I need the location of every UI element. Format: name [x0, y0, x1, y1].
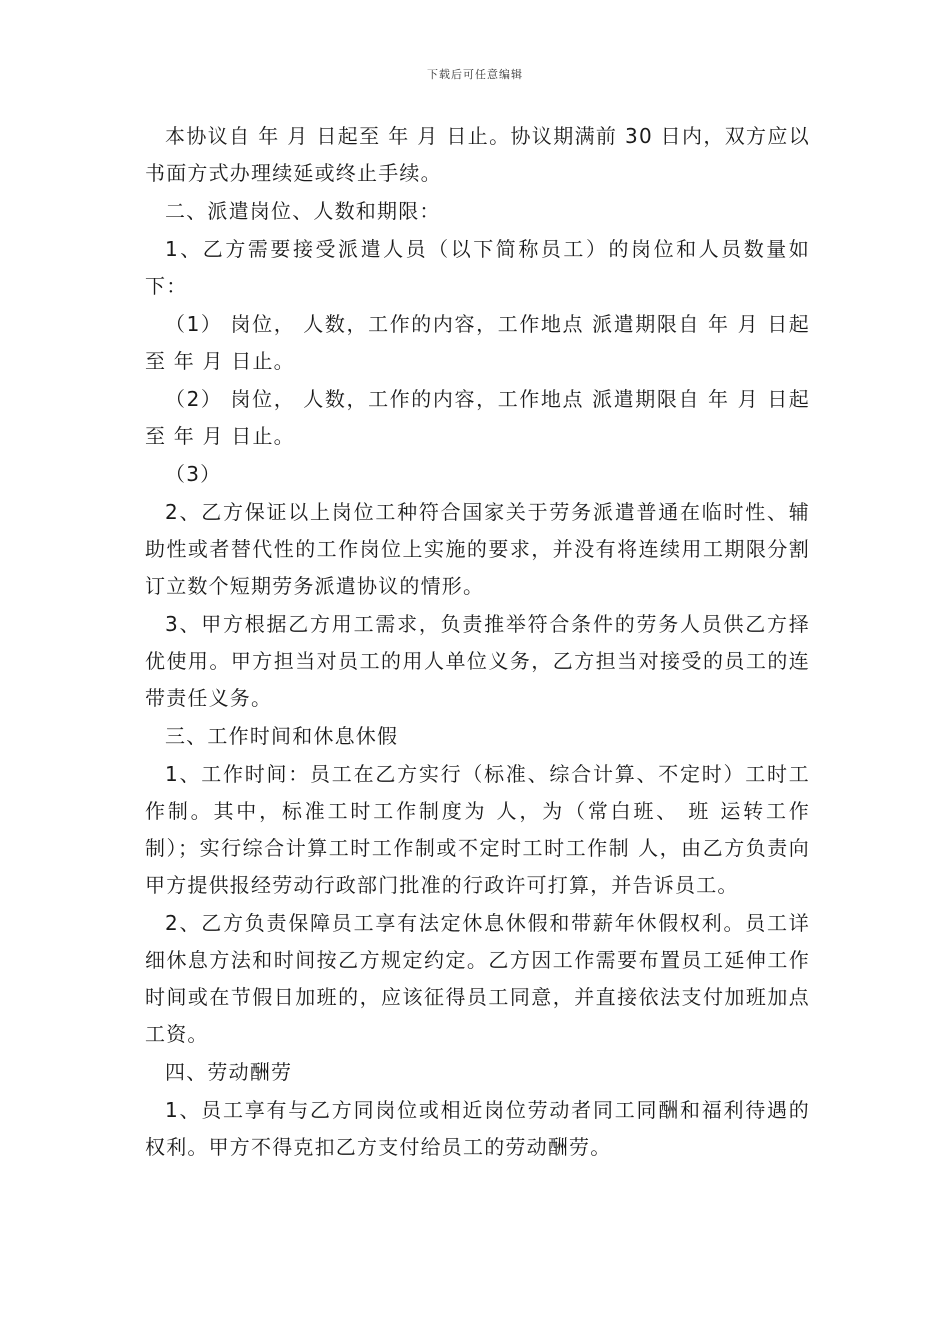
paragraph-worktime-2: 2、乙方负责保障员工享有法定休息休假和带薪年休假权利。员工详细休息方法和时间按乙方规定约定。乙方因工作需要布置员工延伸工作时间或在节假日加班的，应该征得员工同意，并直接依法支付加班加点工资。 — [145, 911, 810, 1046]
paragraph-position-1: （1） 岗位， 人数，工作的内容，工作地点 派遣期限自 年 月 日起至 年 月 日止。 — [145, 312, 810, 373]
section-heading-dispatch: 二、派遣岗位、人数和期限： — [165, 199, 441, 223]
paragraph-position-2: （2） 岗位， 人数，工作的内容，工作地点 派遣期限自 年 月 日起至 年 月 日止。 — [145, 387, 810, 448]
section-heading-worktime: 三、工作时间和休息休假 — [165, 724, 399, 748]
download-edit-note: 下载后可任意编辑 — [427, 68, 523, 81]
paragraph-worktime-1: 1、工作时间：员工在乙方实行（标准、综合计算、不定时）工时工作制。其中，标准工时工作制度为 人，为（常白班、 班 运转工作制）；实行综合计算工时工作制或不定时工时工作制 人，由乙方负责向甲方提供报经劳动行政部门批准的行政许可打算，并告诉员工。 — [145, 762, 810, 897]
paragraph-position-3: （3） — [165, 462, 222, 486]
paragraph-dispatch-2: 2、乙方保证以上岗位工种符合国家关于劳务派遣普通在临时性、辅助性或者替代性的工作岗位上实施的要求，并没有将连续用工期限分割订立数个短期劳务派遣协议的情形。 — [145, 500, 810, 598]
document-body — [145, 118, 810, 1167]
paragraph-term: 本协议自 年 月 日起至 年 月 日止。协议期满前 30 日内，双方应以书面方式办理续延或终止手续。 — [145, 124, 810, 185]
paragraph-remuneration-1: 1、员工享有与乙方同岗位或相近岗位劳动者同工同酬和福利待遇的权利。甲方不得克扣乙方支付给员工的劳动酬劳。 — [145, 1098, 810, 1159]
paragraph-dispatch-3: 3、甲方根据乙方用工需求，负责推举符合条件的劳务人员供乙方择优使用。甲方担当对员工的用人单位义务，乙方担当对接受的员工的连带责任义务。 — [145, 612, 810, 710]
paragraph-dispatch-1: 1、乙方需要接受派遣人员（以下简称员工）的岗位和人员数量如下： — [145, 237, 810, 298]
section-heading-remuneration: 四、劳动酬劳 — [165, 1060, 293, 1084]
